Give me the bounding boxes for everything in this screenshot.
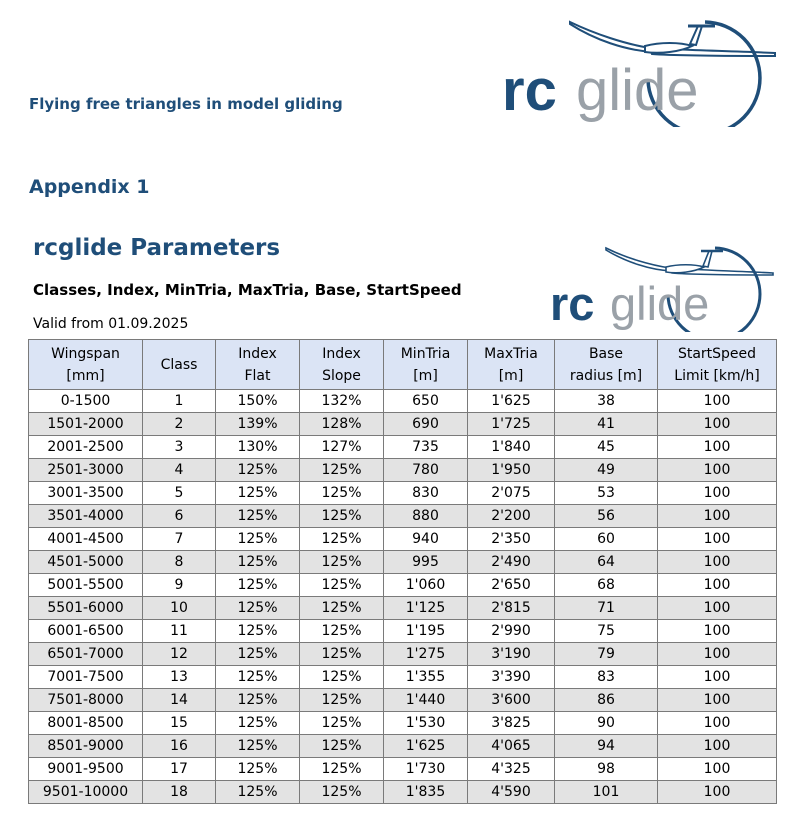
table-cell: 125% <box>216 712 300 735</box>
table-cell: 4501-5000 <box>29 551 143 574</box>
table-cell: 2'990 <box>468 620 555 643</box>
table-cell: 125% <box>300 551 384 574</box>
table-cell: 125% <box>216 551 300 574</box>
table-cell: 100 <box>658 666 777 689</box>
table-cell: 128% <box>300 413 384 436</box>
table-cell: 4001-4500 <box>29 528 143 551</box>
table-cell: 125% <box>216 620 300 643</box>
table-cell: 4'590 <box>468 781 555 804</box>
table-cell: 3 <box>143 436 216 459</box>
table-cell: 4'065 <box>468 735 555 758</box>
table-cell: 5001-5500 <box>29 574 143 597</box>
table-cell: 100 <box>658 781 777 804</box>
parameters-table <box>28 339 777 804</box>
table-cell: 41 <box>555 413 658 436</box>
table-cell: 6 <box>143 505 216 528</box>
table-body <box>29 390 777 804</box>
table-cell: 7 <box>143 528 216 551</box>
table-cell: 3'190 <box>468 643 555 666</box>
table-cell: 6501-7000 <box>29 643 143 666</box>
column-header <box>143 340 216 390</box>
table-cell: 17 <box>143 758 216 781</box>
column-header-line: Slope <box>322 367 361 384</box>
table-cell: 1'950 <box>468 459 555 482</box>
table-cell: 9 <box>143 574 216 597</box>
table-cell: 2'650 <box>468 574 555 597</box>
table-row <box>29 436 777 459</box>
column-header-line: Index <box>322 345 361 362</box>
table-cell: 1'625 <box>384 735 468 758</box>
table-row <box>29 620 777 643</box>
table-row <box>29 597 777 620</box>
table-cell: 2'075 <box>468 482 555 505</box>
table-cell: 3'825 <box>468 712 555 735</box>
table-cell: 49 <box>555 459 658 482</box>
table-cell: 101 <box>555 781 658 804</box>
table-row <box>29 689 777 712</box>
table-cell: 13 <box>143 666 216 689</box>
logo-text-rc: rc <box>502 58 557 123</box>
table-cell: 125% <box>300 505 384 528</box>
table-cell: 139% <box>216 413 300 436</box>
table-cell: 79 <box>555 643 658 666</box>
table-cell: 3501-4000 <box>29 505 143 528</box>
column-header-line: Flat <box>244 367 271 384</box>
table-cell: 9001-9500 <box>29 758 143 781</box>
logo-text-glide: glide <box>610 277 710 330</box>
column-header <box>658 340 777 390</box>
table-cell: 125% <box>300 482 384 505</box>
table-row <box>29 390 777 413</box>
table-cell: 125% <box>216 574 300 597</box>
table-cell: 1'835 <box>384 781 468 804</box>
table-cell: 2 <box>143 413 216 436</box>
table-cell: 4'325 <box>468 758 555 781</box>
table-cell: 125% <box>216 482 300 505</box>
table-cell: 1'625 <box>468 390 555 413</box>
rcglide-logo-header <box>500 12 780 127</box>
table-cell: 1 <box>143 390 216 413</box>
table-cell: 125% <box>300 781 384 804</box>
table-cell: 0-1500 <box>29 390 143 413</box>
table-cell: 75 <box>555 620 658 643</box>
table-cell: 100 <box>658 597 777 620</box>
table-row <box>29 413 777 436</box>
column-header-line: [mm] <box>66 367 105 384</box>
table-cell: 16 <box>143 735 216 758</box>
table-row <box>29 505 777 528</box>
table-cell: 125% <box>216 758 300 781</box>
table-cell: 125% <box>216 643 300 666</box>
table-cell: 2'350 <box>468 528 555 551</box>
table-cell: 6001-6500 <box>29 620 143 643</box>
table-cell: 45 <box>555 436 658 459</box>
table-row <box>29 574 777 597</box>
table-cell: 94 <box>555 735 658 758</box>
table-cell: 100 <box>658 620 777 643</box>
table-cell: 125% <box>216 735 300 758</box>
table-cell: 125% <box>300 712 384 735</box>
parameters-subtitle: Classes, Index, MinTria, MaxTria, Base, StartSpeed <box>33 281 462 299</box>
table-cell: 11 <box>143 620 216 643</box>
table-cell: 125% <box>300 735 384 758</box>
table-cell: 100 <box>658 758 777 781</box>
table-cell: 71 <box>555 597 658 620</box>
column-header-line: Index <box>238 345 277 362</box>
column-header-line: MinTria <box>400 345 451 362</box>
table-cell: 125% <box>300 689 384 712</box>
table-cell: 125% <box>300 459 384 482</box>
table-cell: 38 <box>555 390 658 413</box>
table-cell: 9501-10000 <box>29 781 143 804</box>
table-cell: 780 <box>384 459 468 482</box>
table-cell: 100 <box>658 390 777 413</box>
table-cell: 100 <box>658 735 777 758</box>
column-header <box>384 340 468 390</box>
column-header <box>216 340 300 390</box>
table-row <box>29 712 777 735</box>
table-cell: 90 <box>555 712 658 735</box>
table-row <box>29 666 777 689</box>
table-cell: 83 <box>555 666 658 689</box>
table-cell: 3001-3500 <box>29 482 143 505</box>
table-cell: 1'195 <box>384 620 468 643</box>
table-row <box>29 459 777 482</box>
table-cell: 1'440 <box>384 689 468 712</box>
table-cell: 125% <box>300 528 384 551</box>
table-cell: 3'600 <box>468 689 555 712</box>
logo-text-rc: rc <box>550 277 595 330</box>
table-cell: 1'355 <box>384 666 468 689</box>
column-header-line: [m] <box>413 367 438 384</box>
table-cell: 60 <box>555 528 658 551</box>
table-cell: 7001-7500 <box>29 666 143 689</box>
rcglide-logo-table <box>548 240 776 332</box>
table-cell: 1501-2000 <box>29 413 143 436</box>
table-row <box>29 528 777 551</box>
table-row <box>29 643 777 666</box>
table-cell: 125% <box>216 666 300 689</box>
table-cell: 3'390 <box>468 666 555 689</box>
table-cell: 995 <box>384 551 468 574</box>
table-cell: 18 <box>143 781 216 804</box>
table-cell: 690 <box>384 413 468 436</box>
table-cell: 125% <box>300 643 384 666</box>
table-cell: 10 <box>143 597 216 620</box>
column-header <box>300 340 384 390</box>
table-cell: 5501-6000 <box>29 597 143 620</box>
table-cell: 100 <box>658 459 777 482</box>
table-cell: 880 <box>384 505 468 528</box>
table-cell: 125% <box>216 528 300 551</box>
table-cell: 2'815 <box>468 597 555 620</box>
document-subtitle: Flying free triangles in model gliding <box>29 95 343 113</box>
table-cell: 830 <box>384 482 468 505</box>
table-cell: 125% <box>216 597 300 620</box>
table-cell: 100 <box>658 689 777 712</box>
valid-from-text: Valid from 01.09.2025 <box>33 316 189 332</box>
table-cell: 8001-8500 <box>29 712 143 735</box>
table-cell: 7501-8000 <box>29 689 143 712</box>
table-cell: 1'125 <box>384 597 468 620</box>
table-cell: 125% <box>216 781 300 804</box>
column-header <box>555 340 658 390</box>
column-header-line: Base <box>588 345 624 362</box>
table-cell: 1'840 <box>468 436 555 459</box>
table-cell: 127% <box>300 436 384 459</box>
table-cell: 56 <box>555 505 658 528</box>
logo-text-glide: glide <box>576 58 699 123</box>
table-cell: 100 <box>658 574 777 597</box>
table-cell: 5 <box>143 482 216 505</box>
column-header-line: Class <box>160 356 198 373</box>
table-cell: 1'730 <box>384 758 468 781</box>
table-cell: 4 <box>143 459 216 482</box>
table-cell: 125% <box>300 620 384 643</box>
table-header-row <box>29 340 777 390</box>
table-cell: 125% <box>216 459 300 482</box>
table-cell: 100 <box>658 643 777 666</box>
table-cell: 100 <box>658 436 777 459</box>
table-cell: 1'275 <box>384 643 468 666</box>
column-header-line: Limit [km/h] <box>674 367 760 384</box>
column-header <box>29 340 143 390</box>
table-cell: 15 <box>143 712 216 735</box>
parameters-title: rcglide Parameters <box>33 235 281 261</box>
table-cell: 100 <box>658 528 777 551</box>
table-row <box>29 758 777 781</box>
table-cell: 1'060 <box>384 574 468 597</box>
column-header-line: Wingspan <box>51 345 120 362</box>
column-header <box>468 340 555 390</box>
table-cell: 150% <box>216 390 300 413</box>
table-cell: 100 <box>658 712 777 735</box>
table-cell: 12 <box>143 643 216 666</box>
table-cell: 940 <box>384 528 468 551</box>
table-cell: 125% <box>216 689 300 712</box>
table-cell: 2'490 <box>468 551 555 574</box>
table-cell: 125% <box>300 574 384 597</box>
table-cell: 14 <box>143 689 216 712</box>
column-header-line: StartSpeed <box>677 345 757 362</box>
table-cell: 53 <box>555 482 658 505</box>
table-cell: 650 <box>384 390 468 413</box>
table-cell: 1'725 <box>468 413 555 436</box>
table-cell: 735 <box>384 436 468 459</box>
table-cell: 2'200 <box>468 505 555 528</box>
table-cell: 98 <box>555 758 658 781</box>
table-cell: 132% <box>300 390 384 413</box>
table-row <box>29 735 777 758</box>
table-cell: 2001-2500 <box>29 436 143 459</box>
table-cell: 86 <box>555 689 658 712</box>
table-cell: 100 <box>658 505 777 528</box>
table-cell: 68 <box>555 574 658 597</box>
table-cell: 8 <box>143 551 216 574</box>
table-cell: 125% <box>300 666 384 689</box>
column-header-line: [m] <box>498 367 524 384</box>
table-row <box>29 551 777 574</box>
column-header-line: radius [m] <box>569 367 643 384</box>
column-header-line: MaxTria <box>484 345 538 362</box>
table-cell: 100 <box>658 482 777 505</box>
table-cell: 100 <box>658 413 777 436</box>
table-cell: 130% <box>216 436 300 459</box>
table-row <box>29 482 777 505</box>
table-row <box>29 781 777 804</box>
table-cell: 64 <box>555 551 658 574</box>
table-cell: 8501-9000 <box>29 735 143 758</box>
table-cell: 125% <box>300 758 384 781</box>
table-cell: 1'530 <box>384 712 468 735</box>
table-cell: 125% <box>300 597 384 620</box>
table-cell: 100 <box>658 551 777 574</box>
table-cell: 2501-3000 <box>29 459 143 482</box>
table-cell: 125% <box>216 505 300 528</box>
appendix-heading: Appendix 1 <box>29 176 150 198</box>
